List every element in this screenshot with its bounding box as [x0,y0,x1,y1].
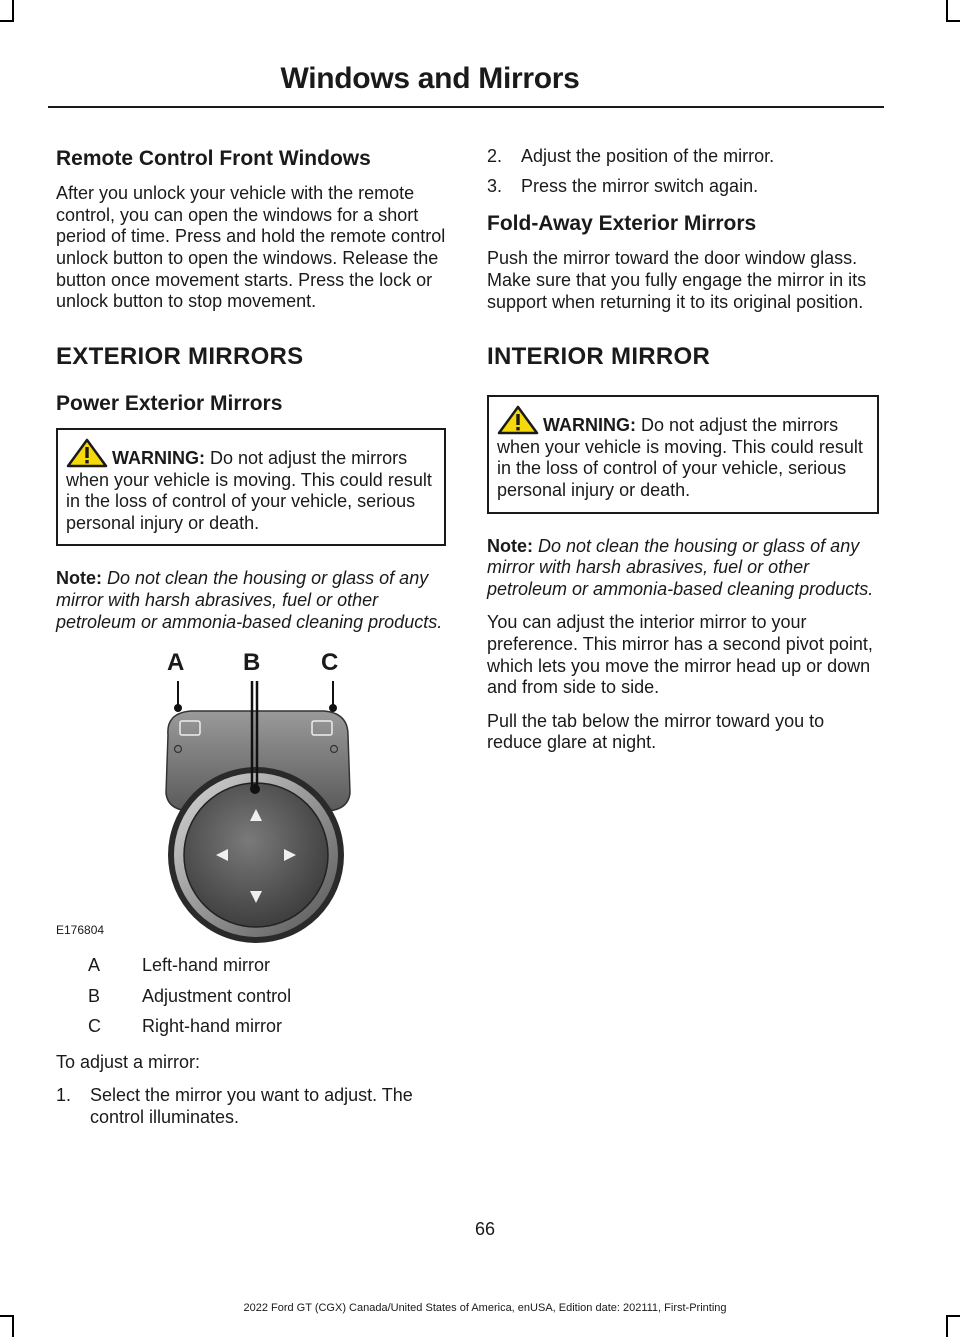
footer-edition-text: 2022 Ford GT (CGX) Canada/United States of America, enUSA, Edition date: 202111, First-Printing [243,1302,727,1314]
legend-value: Adjustment control [142,985,292,1006]
legend-row [56,1016,446,1038]
crop-mark-top-right [946,0,948,22]
legend-row [56,955,446,977]
note-label: Note: [487,535,533,556]
page-header-title: Windows and Mirrors [280,62,580,95]
step-number: 1. [56,1085,72,1106]
exterior-mirrors-heading: EXTERIOR MIRRORS [56,342,304,370]
legend-row [56,986,446,1008]
right-column [487,146,879,766]
legend [56,955,446,1038]
crop-mark-bottom-right [946,1315,948,1337]
crop-mark-bottom-left-h [0,1315,14,1317]
interior-mirror-paragraph: You can adjust the interior mirror to your preference. This mirror has a second pivot point, which lets you move the mirror head up or down and from side to side. [487,612,873,698]
figure-label-b: B [243,649,261,677]
crop-mark-top-right-h [946,20,960,22]
power-exterior-mirrors-heading: Power Exterior Mirrors [56,391,283,415]
adjust-intro: To adjust a mirror: [56,1051,201,1072]
warning-text: Do not adjust the mirrors when your vehicle is moving. This could result in the loss of control of your vehicle, serious personal injury or death. [497,415,863,500]
step-item [487,176,879,198]
step-text: Press the mirror switch again. [521,175,759,196]
warning-triangle-icon [66,438,108,468]
crop-mark-bottom-left [12,1315,14,1337]
glare-paragraph: Pull the tab below the mirror toward you to reduce glare at night. [487,710,825,753]
note-paragraph [487,536,879,601]
legend-value: Left-hand mirror [142,955,271,976]
steps-list-right [487,146,879,197]
note-text: Do not clean the housing or glass of any mirror with harsh abrasives, fuel or other petroleum or ammonia-based cleaning products. [487,535,874,599]
page-number: 66 [474,1219,496,1239]
step-text: Select the mirror you want to adjust. The control illuminates. [90,1085,413,1128]
note-paragraph [56,568,446,633]
warning-label: WARNING: [112,447,205,468]
fold-away-paragraph: Push the mirror toward the door window glass. Make sure that you fully engage the mirror in its support when returning it to its original position. [487,248,867,312]
warning-text: Do not adjust the mirrors when your vehicle is moving. This could result in the loss of control of your vehicle, serious personal injury or death. [66,447,432,533]
legend-key: C [88,1016,101,1037]
remote-control-heading: Remote Control Front Windows [56,147,371,170]
crop-mark-bottom-right-h [946,1315,960,1317]
legend-value: Right-hand mirror [142,1016,283,1037]
figure-code: E176804 [56,923,105,938]
steps-list-left [56,1085,446,1128]
warning-label: WARNING: [543,415,636,436]
warning-box [487,395,879,513]
mirror-switch-illustration [56,645,446,945]
note-label: Note: [56,568,102,589]
step-number: 2. [487,146,503,166]
warning-triangle-icon [497,405,539,435]
figure-label-c: C [321,649,339,677]
step-item [56,1085,446,1128]
figure-label-a: A [167,649,185,677]
mirror-control-figure [56,645,446,945]
legend-key: B [88,985,101,1006]
crop-mark-top-left-h [0,20,14,22]
left-column [56,146,446,1141]
warning-box [56,428,446,546]
fold-away-heading: Fold-Away Exterior Mirrors [487,212,757,236]
step-text: Adjust the position of the mirror. [521,146,775,166]
step-item [487,146,879,168]
header-divider [48,106,884,108]
interior-mirror-heading: INTERIOR MIRROR [487,343,711,371]
step-number: 3. [487,175,503,196]
note-text: Do not clean the housing or glass of any mirror with harsh abrasives, fuel or other petroleum or ammonia-based cleaning products. [56,568,443,632]
remote-control-paragraph: After you unlock your vehicle with the remote control, you can open the windows for a short period of time. Press and hold the remote control unlock button to open the windows. Release the button once movement starts. Press the lock or unlock button to stop movement. [56,183,446,312]
legend-key: A [88,955,101,976]
crop-mark-top-left [12,0,14,22]
